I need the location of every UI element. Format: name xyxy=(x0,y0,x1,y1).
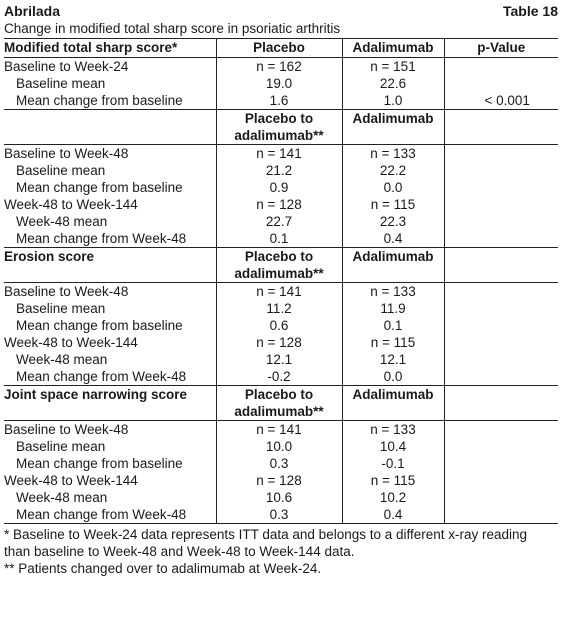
footnotes xyxy=(4,526,558,577)
table-row xyxy=(4,351,558,368)
row-label: Mean change from Week-48 xyxy=(4,506,216,524)
row-label: Mean change from baseline xyxy=(16,180,183,195)
cell-empty xyxy=(444,300,558,317)
table-row xyxy=(4,421,558,439)
cell-empty xyxy=(444,472,558,489)
row-label: Baseline to Week-24 xyxy=(4,59,129,74)
cell-value: 0.0 xyxy=(342,368,444,386)
cell-value: 0.6 xyxy=(216,317,342,334)
cell-value: 0.3 xyxy=(216,506,342,524)
cell-value: n = 128 xyxy=(216,334,342,351)
header-placebo: Placebo xyxy=(216,39,342,58)
table-row xyxy=(4,455,558,472)
row-label: Baseline mean xyxy=(16,301,106,316)
table-row xyxy=(4,75,558,92)
cell-value: 10.2 xyxy=(342,489,444,506)
table-row xyxy=(4,213,558,230)
header-score: Modified total sharp score* xyxy=(4,39,216,58)
cell-empty xyxy=(444,213,558,230)
row-label: Baseline mean xyxy=(16,439,106,454)
cell-empty xyxy=(444,145,558,163)
cell-value: 0.3 xyxy=(216,455,342,472)
row-label: Baseline to Week-48 xyxy=(4,146,129,161)
cell-empty xyxy=(444,110,558,145)
cell-value: n = 133 xyxy=(342,145,444,163)
cell-value: 10.4 xyxy=(342,438,444,455)
p-value-cell: < 0.001 xyxy=(444,92,558,110)
table-row xyxy=(4,300,558,317)
cell-empty xyxy=(444,421,558,439)
table-row xyxy=(4,58,558,76)
document-title: Abrilada xyxy=(4,3,61,19)
cell-value: n = 151 xyxy=(342,58,444,76)
cell-empty xyxy=(444,179,558,196)
cell-value: 22.3 xyxy=(342,213,444,230)
cell-value: 19.0 xyxy=(216,75,342,92)
table-number: Table 18 xyxy=(503,3,558,19)
row-label: Week-48 to Week-144 xyxy=(4,335,138,350)
cell-empty xyxy=(444,368,558,386)
row-label: Baseline to Week-48 xyxy=(4,422,129,437)
row-label: Mean change from baseline xyxy=(16,318,183,333)
cell-value: 0.1 xyxy=(216,230,342,248)
table-row xyxy=(4,472,558,489)
table-row xyxy=(4,317,558,334)
cell-value: 11.9 xyxy=(342,300,444,317)
cell-value: n = 133 xyxy=(342,283,444,301)
row-label: Week-48 mean xyxy=(16,214,108,229)
table-row xyxy=(4,196,558,213)
header xyxy=(4,3,558,20)
subheader-label xyxy=(4,110,216,145)
cell-value: n = 162 xyxy=(216,58,342,76)
cell-value: n = 115 xyxy=(342,472,444,489)
table-row xyxy=(4,489,558,506)
row-label: Baseline mean xyxy=(16,76,106,91)
table-caption: Change in modified total sharp score in psoriatic arthritis xyxy=(4,21,341,36)
footnote-1-line-1: * Baseline to Week-24 data represents ITT data and belongs to a different x-ray reading xyxy=(4,527,528,542)
cell-empty xyxy=(444,196,558,213)
row-label: Mean change from baseline xyxy=(16,456,183,471)
cell-value: 10.0 xyxy=(216,438,342,455)
row-label: Week-48 mean xyxy=(16,352,108,367)
cell-value: n = 141 xyxy=(216,145,342,163)
row-label: Mean change from baseline xyxy=(16,93,183,108)
table-row xyxy=(4,438,558,455)
cell-empty xyxy=(444,230,558,248)
cell-empty xyxy=(444,506,558,524)
header-p-value: p-Value xyxy=(444,39,558,58)
cell-empty xyxy=(444,283,558,301)
cell-value: n = 141 xyxy=(216,421,342,439)
row-label: Week-48 to Week-144 xyxy=(4,473,138,488)
cell-value: 12.1 xyxy=(216,351,342,368)
footnote-1-line-2: than baseline to Week-48 and Week-48 to Week-144 data. xyxy=(4,544,355,559)
table-row xyxy=(4,283,558,301)
cell-value: 0.0 xyxy=(342,179,444,196)
cell-value: -0.2 xyxy=(216,368,342,386)
table-row xyxy=(4,334,558,351)
cell-empty xyxy=(444,58,558,76)
row-label: Baseline to Week-48 xyxy=(4,284,129,299)
cell-empty xyxy=(444,438,558,455)
subheader-erosion-score: Erosion score xyxy=(4,248,216,283)
cell-value: 22.7 xyxy=(216,213,342,230)
row-label: Mean change from Week-48 xyxy=(16,369,187,384)
cell-empty xyxy=(444,386,558,421)
row-label: Week-48 mean xyxy=(16,490,108,505)
subheader-placebo-to-adalimumab: Placebo to adalimumab** xyxy=(216,248,342,283)
table-row xyxy=(4,230,558,248)
cell-value: 22.6 xyxy=(342,75,444,92)
cell-value: n = 128 xyxy=(216,196,342,213)
cell-value: 0.9 xyxy=(216,179,342,196)
cell-empty xyxy=(444,489,558,506)
cell-value: 0.4 xyxy=(342,506,444,524)
cell-value: n = 128 xyxy=(216,472,342,489)
subheader-row xyxy=(4,110,558,145)
table-row xyxy=(4,368,558,386)
cell-empty xyxy=(444,317,558,334)
cell-value: 22.2 xyxy=(342,162,444,179)
cell-value: 1.6 xyxy=(216,92,342,110)
subheader-joint-space-narrowing: Joint space narrowing score xyxy=(4,386,216,421)
header-adalimumab: Adalimumab xyxy=(342,39,444,58)
cell-value: 12.1 xyxy=(342,351,444,368)
table-row xyxy=(4,179,558,196)
cell-empty xyxy=(444,248,558,283)
subheader-adalimumab: Adalimumab xyxy=(342,110,444,145)
cell-empty xyxy=(444,162,558,179)
cell-value: 11.2 xyxy=(216,300,342,317)
cell-value: 1.0 xyxy=(342,92,444,110)
cell-value: -0.1 xyxy=(342,455,444,472)
table-header-row xyxy=(4,39,558,58)
subheader-row xyxy=(4,386,558,421)
table-row xyxy=(4,92,558,110)
cell-empty xyxy=(444,351,558,368)
row-label: Baseline mean xyxy=(16,163,106,178)
cell-value: n = 133 xyxy=(342,421,444,439)
table-row xyxy=(4,506,558,524)
cell-value: n = 141 xyxy=(216,283,342,301)
row-label: Week-48 to Week-144 xyxy=(4,197,138,212)
cell-value: n = 115 xyxy=(342,196,444,213)
cell-value: 0.4 xyxy=(342,230,444,248)
table-row xyxy=(4,162,558,179)
subheader-placebo-to-adalimumab: Placebo to adalimumab** xyxy=(216,386,342,421)
cell-value: 0.1 xyxy=(342,317,444,334)
footnote-2: ** Patients changed over to adalimumab at Week-24. xyxy=(4,561,322,576)
cell-value: 10.6 xyxy=(216,489,342,506)
subheader-row xyxy=(4,248,558,283)
cell-value: 21.2 xyxy=(216,162,342,179)
row-label: Mean change from Week-48 xyxy=(16,231,187,246)
cell-empty xyxy=(444,75,558,92)
subheader-placebo-to-adalimumab: Placebo to adalimumab** xyxy=(216,110,342,145)
results-table xyxy=(4,38,558,524)
subheader-adalimumab: Adalimumab xyxy=(342,248,444,283)
cell-empty xyxy=(444,455,558,472)
cell-value: n = 115 xyxy=(342,334,444,351)
cell-empty xyxy=(444,334,558,351)
subheader-adalimumab: Adalimumab xyxy=(342,386,444,421)
table-row xyxy=(4,145,558,163)
